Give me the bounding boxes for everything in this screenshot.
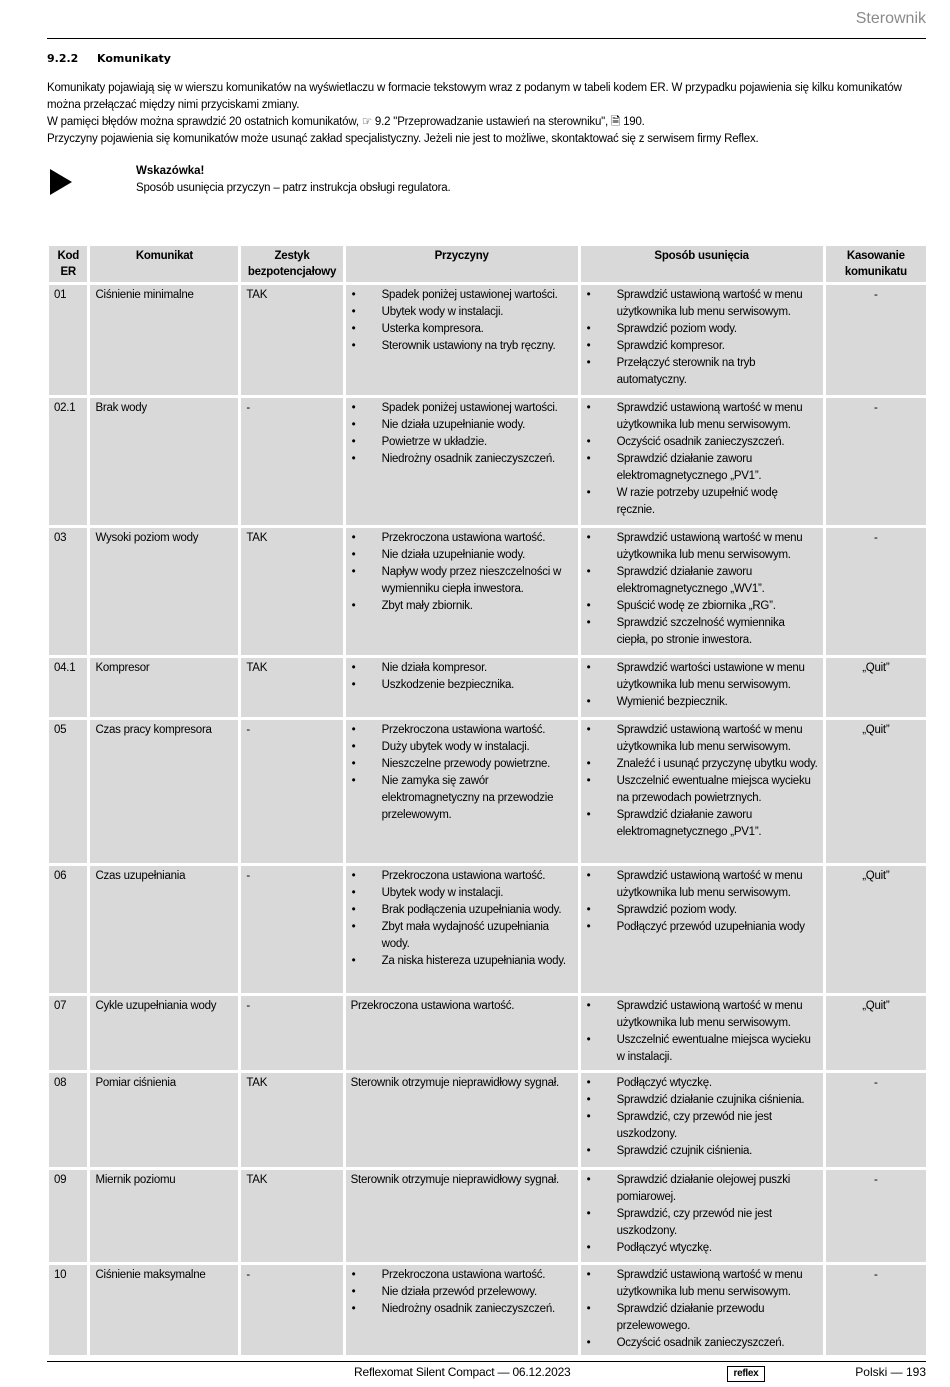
cell-code: 02.1 — [49, 398, 87, 525]
cell-reset: - — [826, 398, 926, 525]
cause-item: • Nieszczelne przewody powietrzne. — [351, 756, 573, 773]
cell-causes — [346, 720, 578, 863]
remedy-item: • Sprawdzić kompresor. — [586, 338, 818, 355]
cell-reset: „Quit” — [826, 658, 926, 717]
remedies-list — [586, 1267, 818, 1352]
table-row — [49, 285, 926, 395]
cell-code: 09 — [49, 1170, 87, 1262]
cause-item: • Usterka kompresora. — [351, 321, 573, 338]
cell-reset: - — [826, 1170, 926, 1262]
cell-code: 01 — [49, 285, 87, 395]
cause-item: • Przekroczona ustawiona wartość. — [351, 1267, 573, 1284]
cell-contact: TAK — [241, 658, 342, 717]
cell-message: Ciśnienie maksymalne — [90, 1265, 238, 1355]
arrow-right-icon — [50, 169, 72, 195]
cell-contact: - — [241, 398, 342, 525]
cell-message: Wysoki poziom wody — [90, 528, 238, 655]
remedies-list — [586, 1172, 818, 1257]
remedy-item: • Sprawdzić działanie olejowej puszki pomiarowej. — [586, 1172, 818, 1206]
cell-message: Czas pracy kompresora — [90, 720, 238, 863]
column-header-sposob: Sposób usunięcia — [581, 246, 823, 282]
cell-remedies — [581, 996, 823, 1070]
section-title: Komunikaty — [97, 52, 171, 65]
cause-item: • Nie działa uzupełnianie wody. — [351, 417, 573, 434]
remedy-item: • Uszczelnić ewentualne miejsca wycieku na przewodach powietrznych. — [586, 773, 818, 807]
remedy-item: • Podłączyć wtyczkę. — [586, 1075, 818, 1092]
cell-contact: TAK — [241, 1170, 342, 1262]
remedy-item: • Przełączyć sterownik na tryb automatyczny. — [586, 355, 818, 389]
hint-box — [47, 165, 927, 205]
cause-item: • Zbyt mała wydajność uzupełniania wody. — [351, 919, 573, 953]
cell-remedies — [581, 1170, 823, 1262]
table-body — [49, 285, 926, 1355]
column-header-kasowanie: Kasowanie komunikatu — [826, 246, 926, 282]
error-codes-table — [46, 243, 929, 1358]
cell-remedies — [581, 720, 823, 863]
causes-list — [351, 868, 573, 970]
causes-list — [351, 530, 573, 615]
remedies-list — [586, 998, 818, 1066]
cell-causes — [346, 866, 578, 993]
table-row — [49, 866, 926, 993]
cause-item: • Przekroczona ustawiona wartość. — [351, 722, 573, 739]
table-row — [49, 658, 926, 717]
cause-item: • Uszkodzenie bezpiecznika. — [351, 677, 573, 694]
remedy-item: • Sprawdzić ustawioną wartość w menu użytkownika lub menu serwisowym. — [586, 722, 818, 756]
cell-reset: „Quit” — [826, 866, 926, 993]
causes-list — [351, 400, 573, 468]
cause-item: • Sterownik ustawiony na tryb ręczny. — [351, 338, 573, 355]
intro-paragraph: Przyczyny pojawienia się komunikatów może usunąć zakład specjalistyczny. Jeżeli nie jest to możliwe, skontaktować się z serwisem firmy Reflex. — [47, 133, 759, 145]
causes-list — [351, 660, 573, 694]
cell-causes: Sterownik otrzymuje nieprawidłowy sygnał. — [346, 1170, 578, 1262]
table-header-row — [49, 246, 926, 282]
cell-reset: - — [826, 1073, 926, 1167]
cell-contact: - — [241, 996, 342, 1070]
cell-contact: - — [241, 866, 342, 993]
cell-remedies — [581, 1265, 823, 1355]
cell-code: 03 — [49, 528, 87, 655]
cause-item: • Brak podłączenia uzupełniania wody. — [351, 902, 573, 919]
cause-item: • Ubytek wody w instalacji. — [351, 885, 573, 902]
cell-code: 08 — [49, 1073, 87, 1167]
cell-remedies — [581, 285, 823, 395]
remedy-item: • Sprawdzić ustawioną wartość w menu użytkownika lub menu serwisowym. — [586, 530, 818, 564]
remedies-list — [586, 287, 818, 389]
reflex-logo: reflex — [727, 1366, 765, 1382]
cell-remedies — [581, 1073, 823, 1167]
causes-list — [351, 287, 573, 355]
cell-contact: TAK — [241, 1073, 342, 1167]
remedy-item: • Sprawdzić szczelność wymiennika ciepła, po stronie inwestora. — [586, 615, 818, 649]
cell-message: Miernik poziomu — [90, 1170, 238, 1262]
cell-reset: - — [826, 1265, 926, 1355]
cell-causes — [346, 528, 578, 655]
cause-item: • Przekroczona ustawiona wartość. — [351, 868, 573, 885]
remedy-item: • Sprawdzić działanie zaworu elektromagnetycznego „PV1”. — [586, 451, 818, 485]
table-row — [49, 1073, 926, 1167]
cell-causes — [346, 285, 578, 395]
cell-code: 10 — [49, 1265, 87, 1355]
cell-remedies — [581, 866, 823, 993]
cause-item: • Ubytek wody w instalacji. — [351, 304, 573, 321]
remedy-item: • Podłączyć wtyczkę. — [586, 1240, 818, 1257]
cause-item: • Zbyt mały zbiornik. — [351, 598, 573, 615]
cell-reset: - — [826, 528, 926, 655]
remedy-item: • Sprawdzić, czy przewód nie jest uszkodzony. — [586, 1109, 818, 1143]
cell-causes — [346, 1265, 578, 1355]
remedy-item: • Sprawdzić działanie zaworu elektromagnetycznego „WV1”. — [586, 564, 818, 598]
page-header-title: Sterownik — [855, 10, 926, 27]
remedy-item: • Sprawdzić wartości ustawione w menu użytkownika lub menu serwisowym. — [586, 660, 818, 694]
remedy-item: • Sprawdzić ustawioną wartość w menu użytkownika lub menu serwisowym. — [586, 1267, 818, 1301]
cell-causes: Przekroczona ustawiona wartość. — [346, 996, 578, 1070]
remedy-item: • W razie potrzeby uzupełnić wodę ręcznie. — [586, 485, 818, 519]
remedies-list — [586, 1075, 818, 1160]
intro-text — [47, 80, 927, 148]
cell-contact: TAK — [241, 528, 342, 655]
cell-remedies — [581, 398, 823, 525]
table-row — [49, 528, 926, 655]
hint-title: Wskazówka! — [136, 165, 205, 177]
remedy-item: • Znaleźć i usunąć przyczynę ubytku wody. — [586, 756, 818, 773]
cause-item: • Nie działa kompresor. — [351, 660, 573, 677]
cell-remedies — [581, 658, 823, 717]
cell-code: 06 — [49, 866, 87, 993]
cell-code: 04.1 — [49, 658, 87, 717]
cell-contact: TAK — [241, 285, 342, 395]
table-row — [49, 398, 926, 525]
table-row — [49, 996, 926, 1070]
causes-list — [351, 722, 573, 824]
cause-item: • Przekroczona ustawiona wartość. — [351, 530, 573, 547]
cell-message: Ciśnienie minimalne — [90, 285, 238, 395]
footer-divider — [47, 1361, 926, 1362]
remedy-item: • Sprawdzić działanie przewodu przelewowego. — [586, 1301, 818, 1335]
cause-item: • Za niska histereza uzupełniania wody. — [351, 953, 573, 970]
remedy-item: • Sprawdzić ustawioną wartość w menu użytkownika lub menu serwisowym. — [586, 400, 818, 434]
header-divider — [47, 38, 926, 39]
column-header-przyczyny: Przyczyny — [346, 246, 578, 282]
section-heading — [47, 52, 171, 65]
remedy-item: • Sprawdzić ustawioną wartość w menu użytkownika lub menu serwisowym. — [586, 868, 818, 902]
cause-item: • Niedrożny osadnik zanieczyszczeń. — [351, 1301, 573, 1318]
cell-message: Cykle uzupełniania wody — [90, 996, 238, 1070]
cell-message: Brak wody — [90, 398, 238, 525]
cell-reset: - — [826, 285, 926, 395]
cell-causes — [346, 658, 578, 717]
cell-causes — [346, 398, 578, 525]
cause-item: • Duży ubytek wody w instalacji. — [351, 739, 573, 756]
cause-item: • Napływ wody przez nieszczelności w wymienniku ciepła inwestora. — [351, 564, 573, 598]
remedies-list — [586, 530, 818, 649]
cell-contact: - — [241, 720, 342, 863]
remedy-item: • Spuścić wodę ze zbiornika „RG”. — [586, 598, 818, 615]
remedy-item: • Sprawdzić czujnik ciśnienia. — [586, 1143, 818, 1160]
cause-item: • Nie zamyka się zawór elektromagnetyczny na przewodzie przelewowym. — [351, 773, 573, 824]
cause-item: • Powietrze w układzie. — [351, 434, 573, 451]
cause-item: • Spadek poniżej ustawionej wartości. — [351, 287, 573, 304]
cause-item: • Nie działa uzupełnianie wody. — [351, 547, 573, 564]
cell-code: 07 — [49, 996, 87, 1070]
remedy-item: • Podłączyć przewód uzupełniania wody — [586, 919, 818, 936]
column-header-kod: Kod ER — [49, 246, 87, 282]
cell-message: Pomiar ciśnienia — [90, 1073, 238, 1167]
cell-reset: „Quit” — [826, 720, 926, 863]
remedy-item: • Sprawdzić poziom wody. — [586, 321, 818, 338]
cell-causes: Sterownik otrzymuje nieprawidłowy sygnał. — [346, 1073, 578, 1167]
remedies-list — [586, 722, 818, 841]
remedy-item: • Sprawdzić działanie zaworu elektromagnetycznego „PV1”. — [586, 807, 818, 841]
remedies-list — [586, 400, 818, 519]
cell-message: Czas uzupełniania — [90, 866, 238, 993]
intro-paragraph: W pamięci błędów można sprawdzić 20 ostatnich komunikatów, ☞ 9.2 "Przeprowadzanie ustawień na sterowniku", 🗎 190. — [47, 116, 645, 128]
remedy-item: • Oczyścić osadnik zanieczyszczeń. — [586, 1335, 818, 1352]
cell-remedies — [581, 528, 823, 655]
remedies-list — [586, 660, 818, 711]
intro-paragraph: Komunikaty pojawiają się w wierszu komunikatów na wyświetlaczu w formacie tekstowym wraz z podanym w tabeli kodem ER. W przypadku pojawienia się kilku komunikatów można przełączać między nimi przyciskami zmiany. — [47, 82, 902, 111]
hint-text: Sposób usunięcia przyczyn – patrz instrukcja obsługi regulatora. — [136, 182, 451, 194]
table-row — [49, 1170, 926, 1262]
remedy-item: • Oczyścić osadnik zanieczyszczeń. — [586, 434, 818, 451]
table-row — [49, 720, 926, 863]
column-header-komunikat: Komunikat — [90, 246, 238, 282]
cell-code: 05 — [49, 720, 87, 863]
section-number: 9.2.2 — [47, 52, 79, 65]
column-header-zestyk: Zestyk bezpotencjałowy — [241, 246, 342, 282]
cause-item: • Spadek poniżej ustawionej wartości. — [351, 400, 573, 417]
remedy-item: • Sprawdzić ustawioną wartość w menu użytkownika lub menu serwisowym. — [586, 998, 818, 1032]
remedy-item: • Wymienić bezpiecznik. — [586, 694, 818, 711]
cause-item: • Niedrożny osadnik zanieczyszczeń. — [351, 451, 573, 468]
footer-document-title: Reflexomat Silent Compact — 06.12.2023 — [354, 1365, 571, 1379]
footer-page-number: Polski — 193 — [855, 1365, 926, 1379]
causes-list — [351, 1267, 573, 1318]
remedy-item: • Sprawdzić ustawioną wartość w menu użytkownika lub menu serwisowym. — [586, 287, 818, 321]
remedy-item: • Sprawdzić, czy przewód nie jest uszkodzony. — [586, 1206, 818, 1240]
table-row — [49, 1265, 926, 1355]
remedies-list — [586, 868, 818, 936]
remedy-item: • Sprawdzić poziom wody. — [586, 902, 818, 919]
remedy-item: • Uszczelnić ewentualne miejsca wycieku w instalacji. — [586, 1032, 818, 1066]
remedy-item: • Sprawdzić działanie czujnika ciśnienia. — [586, 1092, 818, 1109]
cell-message: Kompresor — [90, 658, 238, 717]
cell-contact: - — [241, 1265, 342, 1355]
cell-reset: „Quit” — [826, 996, 926, 1070]
cause-item: • Nie działa przewód przelewowy. — [351, 1284, 573, 1301]
